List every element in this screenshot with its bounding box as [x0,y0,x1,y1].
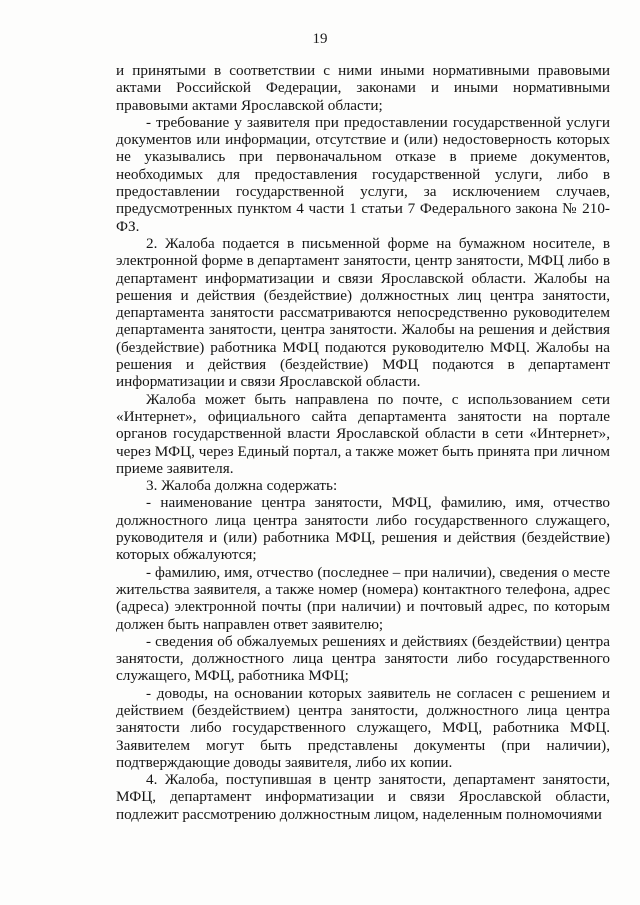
paragraph-section-3: 3. Жалоба должна содержать: [146,477,338,495]
paragraph-requirement-item: - требование у заявителя при предоставлении государственной услуги документов или информации, отсутствие и (или) недостоверность которых не указывались при первоначальном отказе в приеме документов, необходимых для предоставления государственной услуги, либо в предоставлении государственной услуги, за исключением случаев, предусмотренных пунктом 4 части 1 статьи 7 Федерального закона № 210-ФЗ. [116,113,610,235]
body-text [116,62,610,823]
page-number: 19 [312,31,328,47]
paragraph-item-arguments: - доводы, на основании которых заявитель не согласен с решением и действием (бездействием) центра занятости, должностного лица центра занятости либо государственного служащего, МФЦ, работника МФЦ. Заявителем могут быть представлены документы (при наличии), подтверждающие доводы заявителя, либо их копии. [116,684,610,771]
paragraph-item-applicant-details: - фамилию, имя, отчество (последнее – при наличии), сведения о месте жительства заявителя, а также номер (номера) контактного телефона, адрес (адреса) электронной почты (при наличии) и почтовый адрес, по которым должен быть направлен ответ заявителю; [116,563,610,633]
paragraph-section-4: 4. Жалоба, поступившая в центр занятости, департамент занятости, МФЦ, департамент информатизации и связи Ярославской области, подлежит рассмотрению должностным лицом, наделенным полномочиями [116,771,610,823]
paragraph-item-decisions: - сведения об обжалуемых решениях и действиях (бездействии) центра занятости, должностного лица центра занятости либо государственного служащего, МФЦ, работника МФЦ; [116,632,610,685]
paragraph-item-organization: - наименование центра занятости, МФЦ, фамилию, имя, отчество должностного лица центра занятости либо государственного служащего, руководителя и (или) работника МФЦ, решения и действия (бездействие) которых обжалуются; [116,494,610,564]
paragraph-continuation: и принятыми в соответствии с ними иными нормативными правовыми актами Российской Федерации, законами и иными нормативными правовыми актами Ярославской области; [116,62,610,114]
paragraph-submission-channels: Жалоба может быть направлена по почте, с использованием сети «Интернет», официального сайта департамента занятости на портале органов государственной власти Ярославской области в сети «Интернет», через МФЦ, через Единый портал, а также может быть принята при личном приеме заявителя. [116,390,610,477]
paragraph-section-2: 2. Жалоба подается в письменной форме на бумажном носителе, в электронной форме в департамент занятости, центр занятости, МФЦ либо в департамент информатизации и связи Ярославской области. Жалобы на решения и действия (бездействие) должностных лиц центра занятости, департамента занятости рассматриваются непосредственно руководителем департамента занятости, центра занятости. Жалобы на решения и действия (бездействие) работника МФЦ подаются руководителю МФЦ. Жалобы на решения и действия (бездействие) МФЦ подаются в департамент информатизации и связи Ярославской области. [116,234,610,391]
